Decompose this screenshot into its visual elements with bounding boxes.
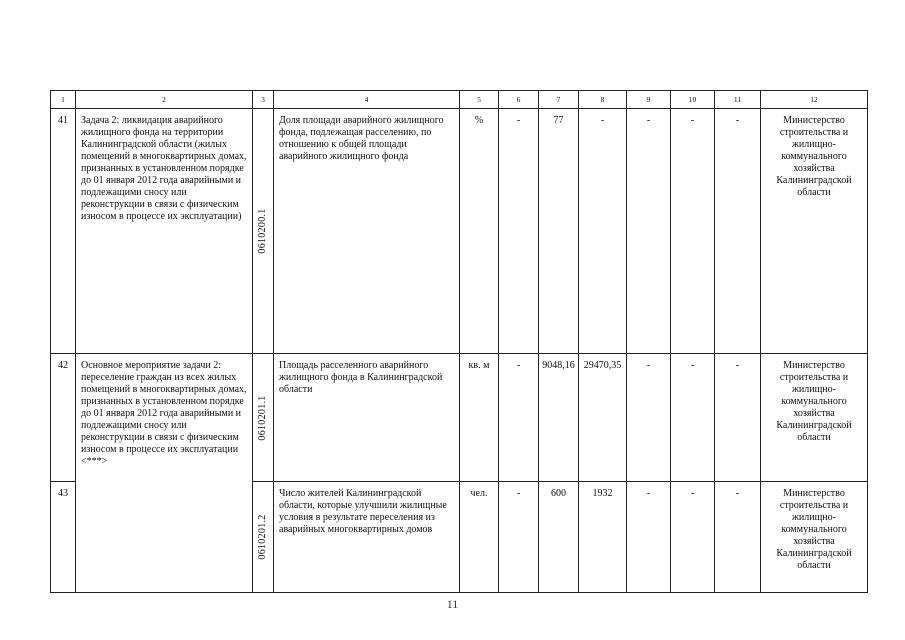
- indicators-table: [50, 90, 868, 593]
- task-description: Основное мероприятие задачи 2: переселение граждан из всех жилых помещений в многоквартирных домах, признанных в установленном порядке до 01 января 2012 года аварийными и подлежащими сносу или реконструкции в связи с физическим износом в процессе их эксплуатации <***>: [76, 354, 253, 593]
- indicator-code: 0610201.1: [257, 394, 268, 441]
- column-header-10: 10: [671, 91, 715, 109]
- value-col-8: 29470,35: [579, 354, 627, 482]
- value-col-7: 600: [539, 482, 579, 593]
- value-col-8: 1932: [579, 482, 627, 593]
- value-col-6: -: [499, 109, 539, 354]
- value-col-10: -: [671, 354, 715, 482]
- responsible-organization: Министерство строительства и жилищно-коммунального хозяйства Калининградской области: [761, 354, 868, 482]
- value-col-6: -: [499, 354, 539, 482]
- table-row: [51, 354, 868, 482]
- value-col-9: -: [627, 482, 671, 593]
- value-col-9: -: [627, 354, 671, 482]
- responsible-organization: Министерство строительства и жилищно-коммунального хозяйства Калининградской области: [761, 482, 868, 593]
- column-header-12: 12: [761, 91, 868, 109]
- row-number: 43: [51, 482, 76, 593]
- unit-of-measure: кв. м: [460, 354, 499, 482]
- indicator-code-cell: [253, 482, 274, 593]
- task-description: Задача 2: ликвидация аварийного жилищного фонда на территории Калининградской области (жилых помещений в многоквартирных домах, признанных в установленном порядке до 01 января 2012 года аварийными и подлежащими сносу или реконструкции в связи с физическим износом в процессе их эксплуатации): [76, 109, 253, 354]
- unit-of-measure: чел.: [460, 482, 499, 593]
- column-header-8: 8: [579, 91, 627, 109]
- value-col-10: -: [671, 109, 715, 354]
- row-number: 41: [51, 109, 76, 354]
- indicator-code-cell: [253, 109, 274, 354]
- value-col-6: -: [499, 482, 539, 593]
- column-header-5: 5: [460, 91, 499, 109]
- header-row: [51, 91, 868, 109]
- value-col-8: -: [579, 109, 627, 354]
- column-header-4: 4: [274, 91, 460, 109]
- row-number: 42: [51, 354, 76, 482]
- page-number: 11: [446, 597, 459, 611]
- value-col-9: -: [627, 109, 671, 354]
- column-header-1: 1: [51, 91, 76, 109]
- column-header-6: 6: [499, 91, 539, 109]
- value-col-11: -: [715, 482, 761, 593]
- indicator-name: Доля площади аварийного жилищного фонда, подлежащая расселению, по отношению к общей площади аварийного жилищного фонда: [274, 109, 460, 354]
- value-col-11: -: [715, 109, 761, 354]
- column-header-9: 9: [627, 91, 671, 109]
- column-header-11: 11: [715, 91, 761, 109]
- unit-of-measure: %: [460, 109, 499, 354]
- column-header-2: 2: [76, 91, 253, 109]
- indicator-code: 0610201.2: [257, 514, 268, 560]
- indicator-name: Площадь расселенного аварийного жилищного фонда в Калининградской области: [274, 354, 460, 482]
- value-col-7: 77: [539, 109, 579, 354]
- value-col-11: -: [715, 354, 761, 482]
- value-col-10: -: [671, 482, 715, 593]
- column-header-3: 3: [253, 91, 274, 109]
- responsible-organization: Министерство строительства и жилищно-коммунального хозяйства Калининградской области: [761, 109, 868, 354]
- indicator-name: Число жителей Калининградской области, которые улучшили жилищные условия в результате переселения из аварийных многоквартирных домов: [274, 482, 460, 593]
- indicator-code: 0610200.1: [257, 208, 268, 254]
- indicator-code-cell: [253, 354, 274, 482]
- table-row: [51, 109, 868, 354]
- value-col-7: 9048,16: [539, 354, 579, 482]
- column-header-7: 7: [539, 91, 579, 109]
